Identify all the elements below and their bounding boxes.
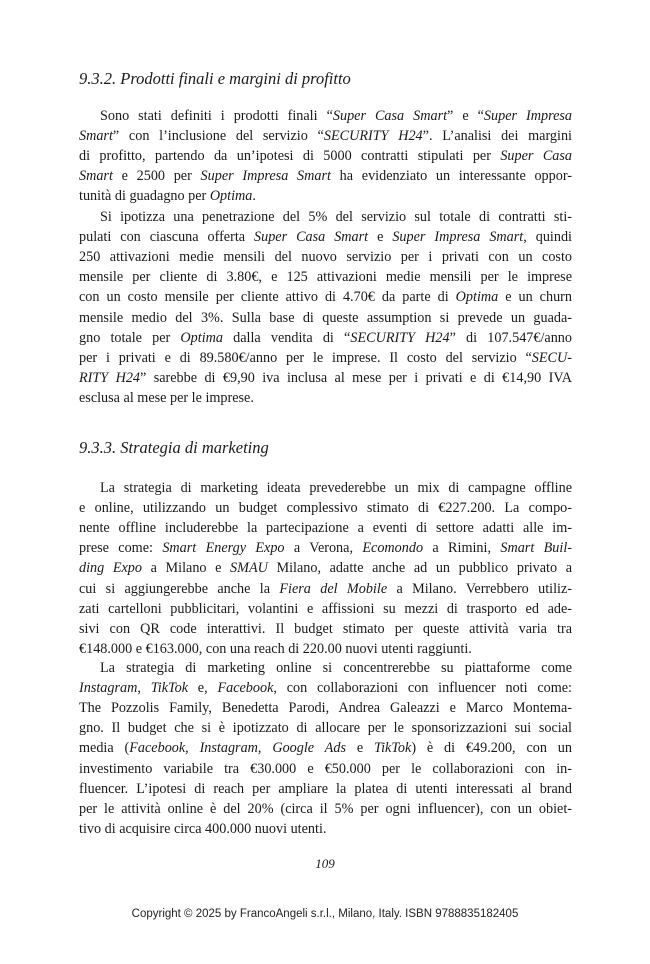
italic-text: SECU- (531, 349, 572, 366)
text-line: media (Facebook, Instagram, Google Ads e TikTok) è di €49.200, con un (79, 740, 572, 757)
text-line: mensile medio del 3%. Sulla base di queste assumption si prevede un guada- (79, 309, 572, 326)
italic-text: Facebook, Instagram, Google Ads (129, 740, 346, 757)
text-line: RITY H24” sarebbe di €9,90 iva inclusa al mese per i privati e di €14,90 IVA (79, 369, 572, 386)
text-line: La strategia di marketing ideata prevederebbe un mix di campagne offline (100, 480, 572, 496)
italic-text: ding Expo (79, 560, 142, 577)
text-line: 250 attivazioni medie mensili del nuovo servizio per i privati con un costo (79, 249, 572, 266)
italic-text: Super Impresa Smart (200, 168, 331, 185)
text-line: La strategia di marketing online si concentrerebbe su piattaforme come (100, 660, 572, 676)
italic-text: Smart (79, 168, 113, 185)
italic-text: Super Casa (500, 148, 572, 165)
text-line: Sono stati definiti i prodotti finali “Super Casa Smart” e “Super Impresa (100, 108, 572, 124)
italic-text: Optima (455, 289, 499, 306)
italic-text: Instagram (79, 680, 138, 697)
italic-text: Fiera del Mobile (279, 580, 388, 597)
section-heading-strategia-marketing: 9.3.3. Strategia di marketing (79, 438, 269, 457)
italic-text: SMAU (230, 560, 268, 577)
text-line: per le attività online è del 20% (circa il 5% per ogni influencer), con un obiet- (79, 800, 572, 817)
copyright-footer: Copyright © 2025 by FrancoAngeli s.r.l., Milano, Italy. ISBN 9788835182405 (131, 908, 519, 920)
text-line: €148.000 e €163.000, con una reach di 220.00 nuovi utenti raggiunti. (79, 640, 472, 657)
italic-text: Smart (79, 128, 113, 145)
text-line: esclusa al mese per le imprese. (79, 389, 254, 406)
text-line: tunità di guadagno per Optima. (79, 188, 256, 205)
text-line: prese come: Smart Energy Expo a Verona, Ecomondo a Rimini, Smart Buil- (79, 540, 572, 557)
text-line: Smart” con l’inclusione del servizio “SECURITY H24”. L’analisi dei margini (79, 128, 573, 145)
italic-text: Smart Buil- (500, 540, 572, 557)
italic-text: TikTok (150, 680, 189, 697)
text-line: per i privati e di 89.580€/anno per le imprese. Il costo del servizio “SECU- (79, 349, 572, 366)
italic-text: Super Impresa (483, 108, 572, 124)
text-line: zati cartelloni pubblicitari, volantini e affissioni su mezzi di trasporto ed ade- (79, 600, 572, 617)
italic-text: RITY H24 (79, 369, 141, 386)
italic-text: Ecomondo (362, 540, 424, 557)
text-line: fluencer. L’ipotesi di reach per ampliare la platea di utenti interessati al brand (79, 780, 572, 797)
text-line: Smart e 2500 per Super Impresa Smart ha evidenziato un interessante oppor- (79, 168, 572, 185)
italic-text: Smart Energy Expo (162, 540, 285, 557)
italic-text: TikTok (373, 740, 412, 757)
text-line: investimento variabile tra €30.000 e €50.000 per le collaborazioni con in- (79, 760, 572, 777)
italic-text: Optima (180, 329, 223, 346)
text-line: cui si aggiungerebbe anche la Fiera del Mobile a Milano. Verrebbero utiliz- (79, 580, 572, 597)
text-line: sivi con QR code interattivi. Il budget stimato per queste attività varia tra (79, 620, 572, 637)
italic-text: Super Casa Smart (254, 229, 369, 246)
text-line: gno. Il budget che si è ipotizzato di allocare per le sponsorizzazioni sui social (79, 720, 572, 737)
text-line: tivo di acquisire circa 400.000 nuovi utenti. (79, 820, 327, 837)
italic-text: Super Impresa Smart (392, 229, 524, 246)
text-line: gno totale per Optima dalla vendita di “SECURITY H24” di 107.547€/anno (79, 329, 572, 346)
page-number: 109 (315, 856, 335, 871)
text-line: Instagram, TikTok e, Facebook, con collaborazioni con influencer noti come: (79, 680, 572, 697)
italic-text: Optima (209, 188, 253, 205)
text-line: e online, utilizzando un budget complessivo stimato di €227.200. La compo- (79, 500, 572, 517)
text-line: Si ipotizza una penetrazione del 5% del servizio sul totale di contratti sti- (100, 209, 572, 225)
italic-text: Facebook (217, 680, 274, 697)
italic-text: Super Casa Smart (332, 108, 448, 124)
text-line: The Pozzolis Family, Benedetta Parodi, Andrea Galeazzi e Marco Montema- (79, 700, 572, 717)
text-line: con un costo mensile per cliente attivo di 4.70€ da parte di Optima e un churn (79, 289, 572, 306)
text-line: ding Expo a Milano e SMAU Milano, adatte anche ad un pubblico privato a (79, 560, 572, 577)
text-line: mensile per cliente di 3.80€, e 125 attivazioni medie mensili per le imprese (79, 269, 572, 286)
italic-text: SECURITY H24 (350, 329, 450, 346)
section-heading-prodotti-finali: 9.3.2. Prodotti finali e margini di profitto (79, 69, 351, 88)
text-line: pulati con ciascuna offerta Super Casa Smart e Super Impresa Smart, quindi (79, 229, 572, 246)
text-line: di profitto, partendo da un’ipotesi di 5000 contratti stipulati per Super Casa (79, 148, 572, 165)
text-line: nente offline includerebbe la partecipazione a eventi di settore adatti alle im- (79, 520, 572, 537)
italic-text: SECURITY H24 (323, 128, 423, 145)
